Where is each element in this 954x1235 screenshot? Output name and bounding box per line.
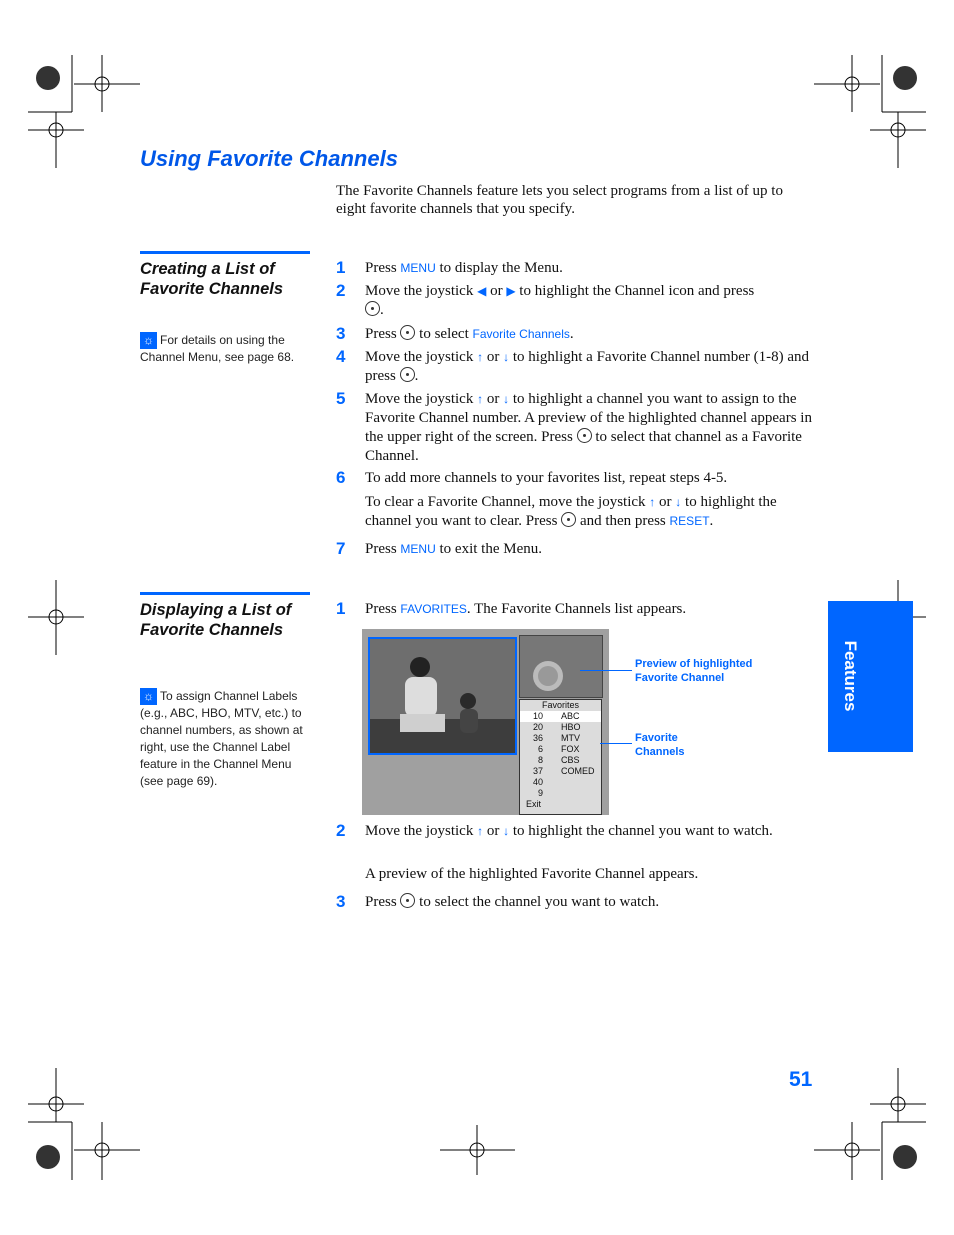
tip-text: For details on using the Channel Menu, see page 68. — [140, 333, 295, 364]
football-player-image — [370, 639, 515, 753]
step-text: Move the joystick ◀ or ▶ to highlight the Channel icon and press . — [365, 283, 755, 318]
joystick-up-icon: ↑ — [477, 350, 484, 364]
joystick-right-icon: ▶ — [506, 284, 516, 298]
step-text: Press MENU to exit the Menu. — [365, 541, 542, 557]
favorites-row-label — [543, 788, 561, 799]
main-picture — [368, 637, 517, 755]
favorites-row-label: HBO — [561, 722, 581, 732]
joystick-down-icon: ↓ — [503, 824, 510, 838]
joystick-press-icon — [400, 325, 415, 340]
favorites-list-header: Favorites — [541, 700, 579, 710]
section-heading-displaying: Displaying a List of Favorite Channels — [140, 601, 292, 639]
joystick-press-icon — [400, 893, 415, 908]
step-number: 2 — [336, 281, 346, 300]
favorites-row — [520, 777, 601, 788]
joystick-press-icon — [365, 301, 380, 316]
callout-line — [600, 743, 632, 744]
step-number: 7 — [336, 539, 346, 558]
menu-key: MENU — [400, 542, 436, 556]
reset-key: RESET — [669, 514, 710, 528]
favorites-row-label: ABC — [561, 711, 580, 721]
callout-line — [580, 670, 632, 671]
clear-note: To clear a Favorite Channel, move the joystick ↑ or ↓ to highlight the channel you want to clear. Press and then press RESET. — [365, 494, 777, 529]
favorites-row-number: 8 — [537, 755, 543, 765]
favorites-list — [519, 699, 602, 815]
lightbulb-icon: ☼ — [140, 688, 157, 705]
step-text: Press FAVORITES. The Favorite Channels list appears. — [365, 601, 687, 617]
step-text: Move the joystick ↑ or ↓ to highlight the channel you want to watch. — [365, 823, 773, 839]
side-tab-label: Features — [841, 640, 860, 712]
favorites-row-number: 10 — [532, 711, 543, 721]
step-text: To add more channels to your favorites list, repeat steps 4-5. — [365, 470, 728, 486]
step-number: 4 — [336, 347, 346, 366]
favorites-row-number: 37 — [532, 766, 543, 776]
favorites-row — [520, 766, 601, 777]
step-number: 3 — [336, 892, 346, 911]
joystick-up-icon: ↑ — [649, 495, 656, 509]
joystick-up-icon: ↑ — [477, 392, 484, 406]
tip-note — [140, 332, 305, 366]
favorites-row-label — [543, 777, 561, 788]
joystick-left-icon: ◀ — [477, 284, 487, 298]
section-heading-creating: Creating a List of Favorite Channels — [140, 260, 284, 298]
favorites-key: FAVORITES — [400, 602, 467, 616]
favorites-row — [520, 744, 601, 755]
step-number: 5 — [336, 389, 346, 408]
step-number: 1 — [336, 599, 346, 618]
favorites-exit: Exit — [526, 799, 542, 809]
step-number: 1 — [336, 258, 346, 277]
joystick-up-icon: ↑ — [477, 824, 484, 838]
preview-image — [520, 636, 602, 697]
step-text: Move the joystick ↑ or ↓ to highlight a Favorite Channel number (1-8) and press . — [365, 349, 810, 384]
step-number: 3 — [336, 324, 346, 343]
favorites-row-number: 6 — [537, 744, 543, 754]
channel-preview — [519, 635, 603, 698]
callout-favorites: Favorite Channels — [635, 732, 685, 758]
favorites-row-label: FOX — [561, 744, 580, 754]
section-rule — [140, 251, 310, 254]
favorites-row-label: CBS — [561, 755, 580, 765]
page-number: 51 — [789, 1068, 813, 1091]
side-tab — [828, 601, 913, 752]
page-title: Using Favorite Channels — [140, 146, 398, 171]
callout-preview: Preview of highlighted Favorite Channel — [635, 658, 753, 684]
section-rule — [140, 592, 310, 595]
favorites-row-number: 40 — [532, 777, 543, 787]
step-number: 6 — [336, 468, 346, 487]
step-note: A preview of the highlighted Favorite Channel appears. — [365, 866, 699, 882]
intro-paragraph: The Favorite Channels feature lets you select programs from a list of up to eight favorite channels that you specify. — [336, 183, 783, 217]
favorites-row — [520, 788, 601, 799]
favorites-row-label: MTV — [561, 733, 580, 743]
tip-text: To assign Channel Labels (e.g., ABC, HBO, MTV, etc.) to channel numbers, as shown at right, use the Channel Label feature in the Channel Menu (see page 69). — [140, 689, 303, 788]
favorites-row — [520, 755, 601, 766]
joystick-press-icon — [577, 428, 592, 443]
favorites-row — [520, 722, 601, 733]
step-text: Press MENU to display the Menu. — [365, 260, 563, 276]
favorites-row-number: 36 — [532, 733, 543, 743]
tip-note — [140, 688, 305, 790]
joystick-down-icon: ↓ — [503, 392, 510, 406]
favorites-row — [520, 733, 601, 744]
step-number: 2 — [336, 821, 346, 840]
joystick-press-icon — [400, 367, 415, 382]
menu-key: MENU — [400, 261, 436, 275]
joystick-down-icon: ↓ — [675, 495, 682, 509]
step-text: Move the joystick ↑ or ↓ to highlight a channel you want to assign to the Favorite Channel number. A preview of the highlighted channel appears in the upper right of the screen. Press to select that channel as a Favorite Channel. — [365, 391, 812, 464]
joystick-press-icon — [561, 512, 576, 527]
favorites-row — [520, 711, 601, 722]
step-text: Press to select Favorite Channels. — [365, 326, 574, 342]
lightbulb-icon: ☼ — [140, 332, 157, 349]
joystick-down-icon: ↓ — [503, 350, 510, 364]
favorite-channels-key: Favorite Channels — [472, 327, 570, 341]
favorites-row-number: 9 — [537, 788, 543, 798]
step-text: Press to select the channel you want to watch. — [365, 894, 660, 910]
favorites-row-number: 20 — [532, 722, 543, 732]
favorites-row-label: COMED — [561, 766, 595, 776]
